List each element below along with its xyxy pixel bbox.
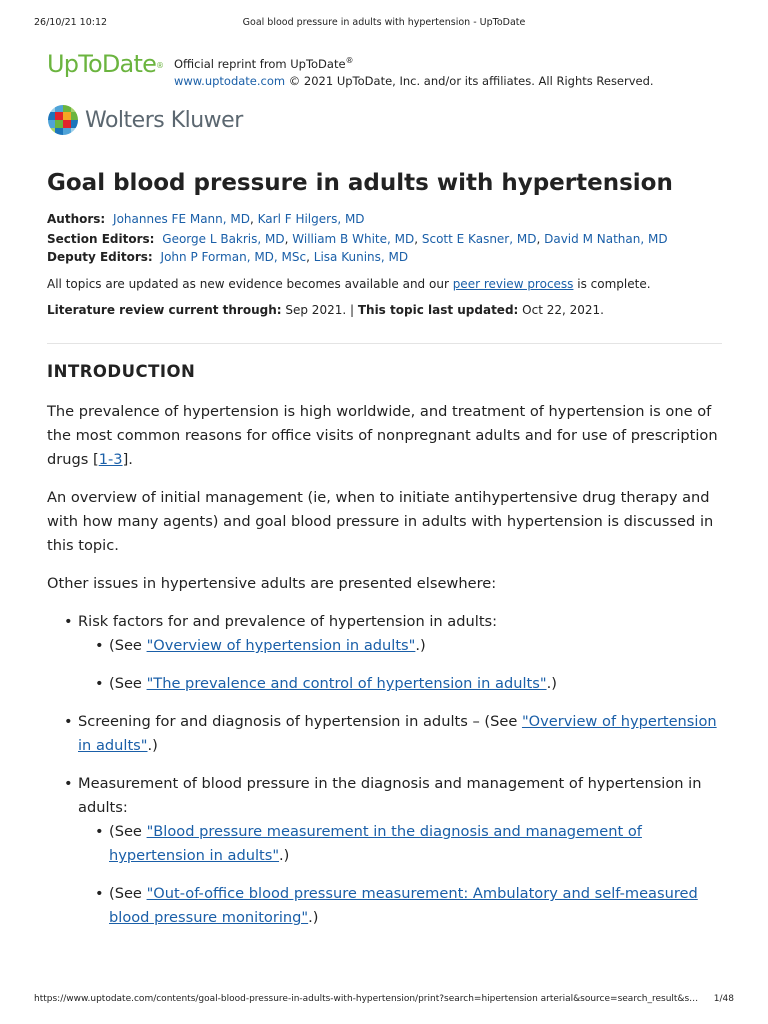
wolters-kluwer-logo [47,104,243,136]
last-updated-value: Oct 22, 2021. [518,303,604,317]
review-dates [47,303,604,317]
see-text: (See [109,885,147,902]
update-note [47,277,651,291]
editor-link[interactable]: David M Nathan, MD [544,232,668,246]
wolters-kluwer-wordmark: Wolters Kluwer [85,107,243,133]
last-updated-label: This topic last updated: [357,303,519,317]
see-text-end: .) [308,909,319,926]
editor-link[interactable]: George L Bakris, MD [162,232,285,246]
paragraph [47,400,727,472]
see-text: (See [109,675,147,692]
see-text-end: .) [279,847,290,864]
update-note-text-end: is complete. [573,277,651,291]
author-link[interactable]: Karl F Hilgers, MD [257,212,365,226]
reprint-mark: ® [345,56,354,65]
print-header [34,17,734,31]
print-url: https://www.uptodate.com/contents/goal-blood-pressure-in-adults-with-hypertension/print?search=hipertension arterial&source=search_result&s… [34,994,699,1004]
bullet-icon: • [95,885,104,902]
uptodate-logo-text: UpToDate [47,50,157,78]
bullet-icon: • [64,613,73,630]
page-number: 1/48 [713,994,734,1004]
paragraph: Other issues in hypertensive adults are presented elsewhere: [47,575,497,592]
update-note-text: All topics are updated as new evidence becomes available and our [47,277,453,291]
authors-label: Authors: [47,212,106,226]
see-text-end: .) [147,737,158,754]
section-editors-label: Section Editors: [47,232,155,246]
list-item [78,634,727,658]
registered-mark: ® [156,61,164,70]
wolters-kluwer-mark-icon [47,104,79,136]
print-datetime: 26/10/21 10:12 [34,17,108,28]
divider [47,343,722,344]
bullet-icon: • [64,713,73,730]
reference-link[interactable]: 1-3 [98,451,123,468]
list-item [47,710,727,758]
lit-review-value: Sep 2021. | [281,303,358,317]
topic-link[interactable]: "Overview of hypertension in adults" [146,637,416,654]
deputy-editors-line: Deputy Editors: John P Forman, MD, MSc, Lisa Kunins, MD [47,250,409,264]
paragraph: An overview of initial management (ie, when to initiate antihypertensive drug therapy and with how many agents) and goal blood pressure in adults with hypertension is discussed in this topic. [47,489,714,554]
list-item-text: Risk factors for and prevalence of hypertension in adults: [78,613,498,630]
lit-review-label: Literature review current through: [47,303,282,317]
see-text: (See [109,637,147,654]
editor-link[interactable]: Scott E Kasner, MD [421,232,537,246]
deputy-editors-label: Deputy Editors: [47,250,153,264]
bullet-icon: • [95,675,104,692]
editor-link[interactable]: Lisa Kunins, MD [313,250,409,264]
list-item-text: Measurement of blood pressure in the diagnosis and management of hypertension in adults: [78,775,702,816]
sub-list [78,634,727,696]
paragraph-text-end: ]. [122,451,133,468]
uptodate-logo[interactable] [47,50,163,78]
editor-link[interactable]: William B White, MD [292,232,415,246]
paragraph-text: The prevalence of hypertension is high worldwide, and treatment of hypertension is one of the most common reasons for office visits of nonpregnant adults and for use of prescription drugs [ [47,403,718,468]
bullet-icon: • [95,823,104,840]
bullet-icon: • [95,637,104,654]
bullet-icon: • [64,775,73,792]
author-link[interactable]: Johannes FE Mann, MD [113,212,250,226]
topic-title: Goal blood pressure in adults with hypertension [47,170,673,196]
reprint-line: Official reprint from UpToDate [174,56,346,71]
list-item [78,672,727,696]
reprint-notice [174,52,654,90]
list-item-text: Screening for and diagnosis of hypertension in adults – (See [78,713,522,730]
list-item [47,610,727,696]
see-text-end: .) [415,637,426,654]
uptodate-site-link[interactable]: www.uptodate.com [174,73,286,88]
print-footer [34,994,734,1008]
list-item [47,772,727,930]
list-item [78,882,727,930]
topic-link[interactable]: "Blood pressure measurement in the diagnosis and management of hypertension in adults" [109,823,642,864]
topic-link[interactable]: "Overview of hypertension in adults" [78,713,717,754]
peer-review-link[interactable]: peer review process [452,277,574,291]
authors-line: Authors: Johannes FE Mann, MD, Karl F Hilgers, MD [47,212,365,226]
copyright-text: © 2021 UpToDate, Inc. and/or its affiliates. All Rights Reserved. [288,73,654,88]
section-editors-line: Section Editors: George L Bakris, MD, William B White, MD, Scott E Kasner, MD, David M Nathan, MD [47,232,668,246]
introduction-body [47,400,727,944]
sub-list [78,820,727,930]
topic-link[interactable]: "The prevalence and control of hypertension in adults" [146,675,547,692]
section-heading: INTRODUCTION [47,362,196,381]
editor-link[interactable]: John P Forman, MD, MSc [160,250,307,264]
see-text: (See [109,823,147,840]
topic-list [47,610,727,930]
see-text-end: .) [546,675,557,692]
list-item [78,820,727,868]
topic-link[interactable]: "Out-of-office blood pressure measurement: Ambulatory and self-measured blood pressure monitoring" [109,885,698,926]
print-page-title: Goal blood pressure in adults with hypertension - UpToDate [242,17,526,28]
